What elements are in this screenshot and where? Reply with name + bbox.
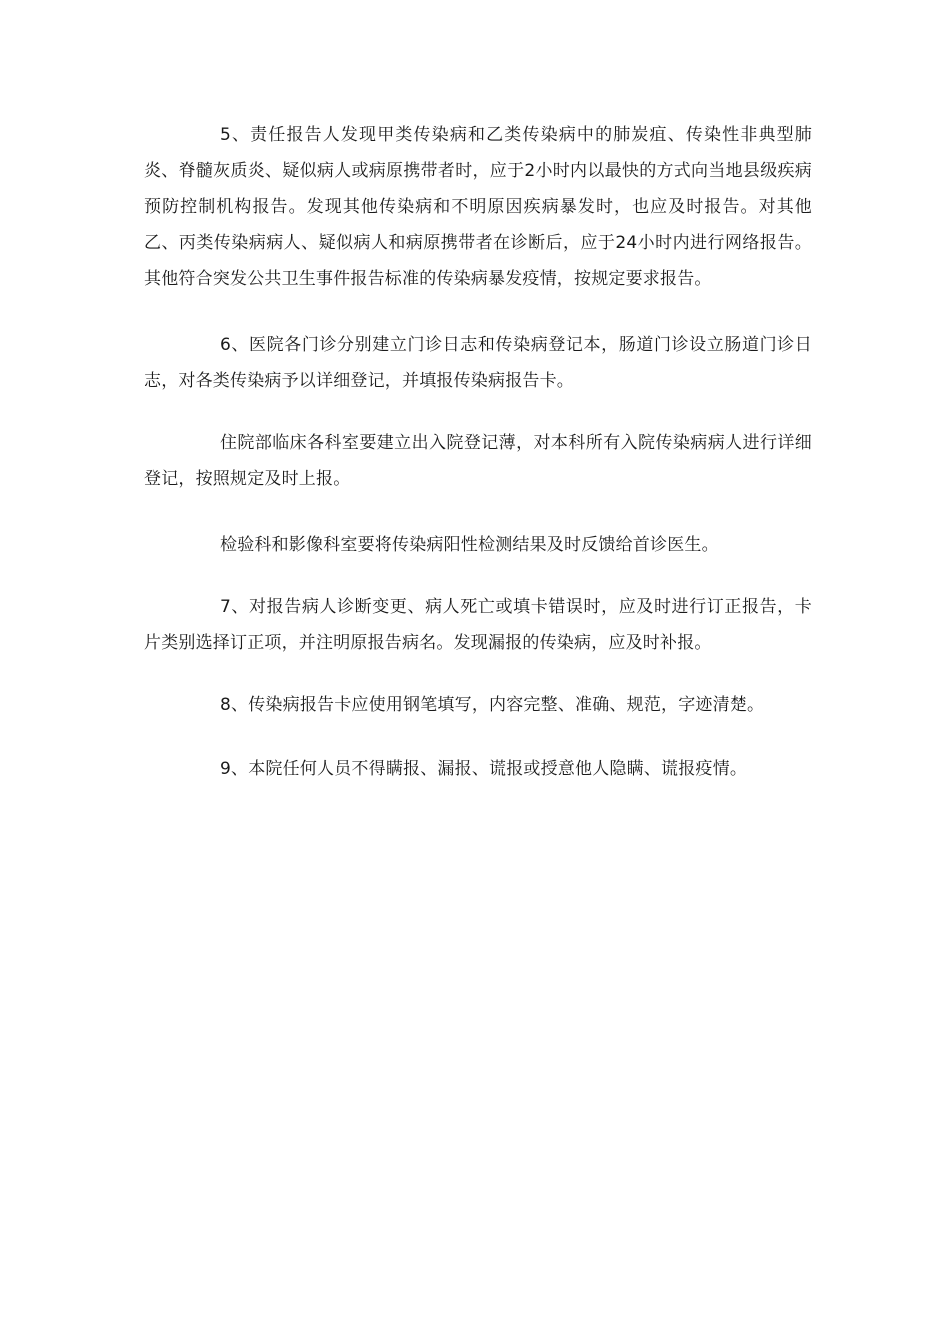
document-body <box>144 117 812 815</box>
paragraph-item-5: 5、责任报告人发现甲类传染病和乙类传染病中的肺炭疽、传染性非典型肺炎、脊髓灰质炎、疑似病人或病原携带者时，应于2小时内以最快的方式向当地县级疾病预防控制机构报告。发现其他传染病和不明原因疾病暴发时，也应及时报告。对其他乙、丙类传染病病人、疑似病人和病原携带者在诊断后，应于24小时内进行网络报告。其他符合突发公共卫生事件报告标准的传染病暴发疫情，按规定要求报告。 <box>144 125 812 289</box>
paragraph-item-7: 7、对报告病人诊断变更、病人死亡或填卡错误时，应及时进行订正报告，卡片类别选择订正项，并注明原报告病名。发现漏报的传染病，应及时补报。 <box>144 597 812 653</box>
paragraph-item-9: 9、本院任何人员不得瞒报、漏报、谎报或授意他人隐瞒、谎报疫情。 <box>220 759 748 779</box>
paragraph-lab-imaging-feedback: 检验科和影像科室要将传染病阳性检测结果及时反馈给首诊医生。 <box>220 535 719 555</box>
paragraph-item-8: 8、传染病报告卡应使用钢笔填写，内容完整、准确、规范，字迹清楚。 <box>220 695 765 715</box>
paragraph-inpatient-registration: 住院部临床各科室要建立出入院登记薄，对本科所有入院传染病病人进行详细登记，按照规定及时上报。 <box>144 433 812 489</box>
paragraph-item-6: 6、医院各门诊分别建立门诊日志和传染病登记本，肠道门诊设立肠道门诊日志，对各类传染病予以详细登记，并填报传染病报告卡。 <box>144 335 812 391</box>
